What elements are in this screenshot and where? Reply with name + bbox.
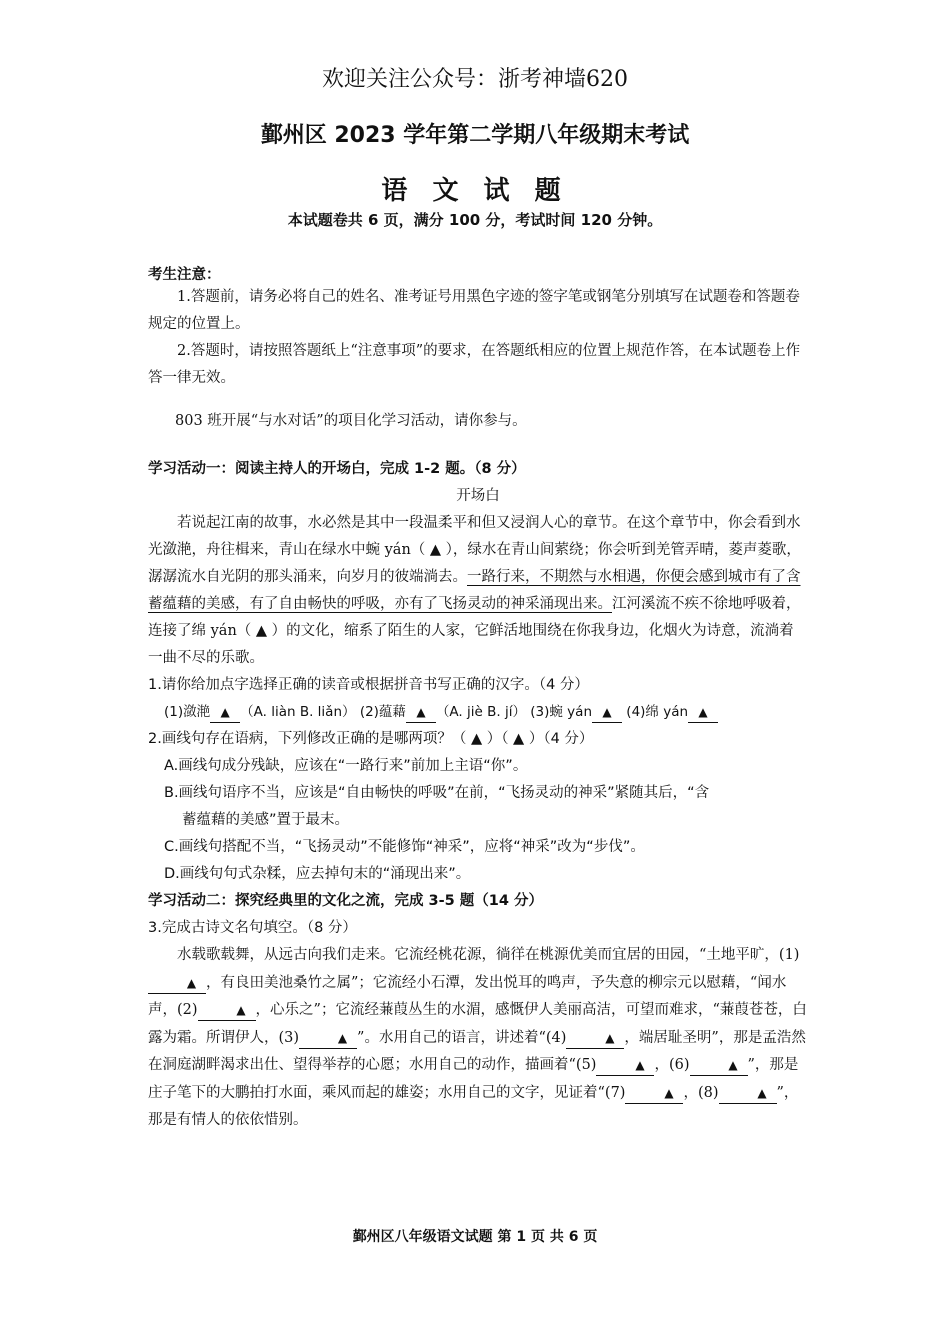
passage-title: 开场白 — [456, 488, 500, 504]
passage-part-b: 江河溪流不疾不徐地呼吸着，连接了绵 yán（ ▲ ）的文化，缩系了陌生的人家，它鲜活地围绕在你我身边，化烟火为诗意，流淌着一曲不尽的乐歌。 — [148, 596, 801, 666]
activity-1-heading: 学习活动一：阅读主持人的开场白，完成 1-2 题。（8 分） — [148, 461, 526, 477]
poem-blank-8[interactable]: ▲ — [719, 1083, 777, 1104]
watermark-text: 欢迎关注公众号：浙考神墙620 — [322, 67, 628, 92]
q1-item-1-options: （A. liàn B. liǎn） — [240, 704, 356, 720]
notice-item-1: 1.答题前，请务必将自己的姓名、准考证号用黑色字迹的签字笔或钢笔分别填写在试题卷和答题卷规定的位置上。 — [148, 289, 800, 332]
passage-paragraph — [148, 510, 808, 672]
q2-option-c: C.画线句搭配不当，“飞扬灵动”不能修饰“神采”，应将“神采”改为“步伐”。 — [164, 839, 645, 855]
question-1: 1.请你给加点字选择正确的读音或根据拼音书写正确的汉字。（4 分） — [148, 677, 589, 693]
activity-1 — [148, 456, 808, 1135]
notice-section — [148, 284, 808, 392]
answer-blank[interactable]: ▲ — [688, 702, 718, 723]
q1-item-3-word: (3)蜿 yán — [530, 704, 592, 720]
question-2: 2.画线句存在语病，下列修改正确的是哪两项？（ ▲ ）（ ▲ ）（4 分） — [148, 731, 594, 747]
poem-blank-1[interactable]: ▲ — [148, 973, 206, 994]
poem-fill-paragraph: 水载歌载舞，从远古向我们走来。它流经桃花源，徜徉在桃源优美而宜居的田园，“土地平旷，(1)▲ ，有良田美池桑竹之属”；它流经小石潭，发出悦耳的鸣声，予失意的柳宗元以慰藉，“闻水声，(2) ▲ ，心乐之”；它流经蒹葭丛生的水湄，感慨伊人美丽高洁，可望而难求，“蒹葭苍苍，白露为霜。所谓伊人，(3) ▲ ”。水用自己的语言，讲述着“(4) ▲ ，端居耻圣明”，那是孟浩然在洞庭湖畔渴求出仕、望得举荐的心愿；水用自己的动作，描画着“(5) ▲ ，(6) ▲ ”，那是庄子笔下的大鹏拍打水面，乘风而起的雄姿；水用自己的文字，见证着“(7) ▲ ，(8) ▲ ”，那是有情人的依依惜别。 — [148, 947, 807, 1128]
underlined-sentence: 一路行来，不期然与水相遇，你便会感到城市有了含蓄蕴藉的美感，有了自由畅快的呼吸，亦有了飞扬灵动的神采涌现出来。 — [148, 569, 801, 612]
q1-item-2-word: (2)蕴藉 — [359, 704, 406, 720]
q2-option-b: B.画线句语序不当，应该是“自由畅快的呼吸”在前，“飞扬灵动的神采”紧随其后，“含 — [164, 785, 710, 801]
exam-info: 本试题卷共 6 页，满分 100 分，考试时间 120 分钟。 — [287, 211, 663, 229]
q1-item-1-word: (1)潋滟 — [164, 704, 211, 720]
page-footer: 鄞州区八年级语文试题 第 1 页 共 6 页 — [352, 1229, 598, 1245]
answer-blank[interactable]: ▲ — [406, 702, 436, 723]
q1-item-2-options: （A. jiè B. jí） — [435, 704, 526, 720]
question-1-items — [148, 699, 808, 726]
q2-option-a: A.画线句成分残缺，应该在“一路行来”前加上主语“你”。 — [164, 758, 528, 774]
q2-option-d: D.画线句句式杂糅，应去掉句末的“涌现出来”。 — [164, 866, 471, 882]
poem-blank-2[interactable]: ▲ — [198, 1000, 256, 1021]
answer-blank[interactable]: ▲ — [592, 702, 622, 723]
poem-blank-6[interactable]: ▲ — [690, 1055, 748, 1076]
q1-item-4-word: (4)绵 yán — [626, 704, 689, 720]
poem-blank-5[interactable]: ▲ — [596, 1055, 654, 1076]
exam-title: 鄞州区 2023 学年第二学期八年级期末考试 — [260, 123, 690, 148]
answer-blank[interactable]: ▲ — [210, 702, 240, 723]
notice-heading: 考生注意： — [148, 267, 221, 283]
q2-option-b-cont: 蓄蕴藉的美感”置于最末。 — [182, 812, 350, 828]
poem-blank-7[interactable]: ▲ — [625, 1083, 683, 1104]
poem-blank-3[interactable]: ▲ — [299, 1028, 357, 1049]
poem-blank-4[interactable]: ▲ — [566, 1028, 624, 1049]
question-3: 3.完成古诗文名句填空。（8 分） — [148, 920, 357, 936]
notice-item-2: 2.答题时，请按照答题纸上“注意事项”的要求，在答题纸相应的位置上规范作答，在本试题卷上作答一律无效。 — [148, 343, 801, 386]
exam-subtitle: 语 文 试 题 — [381, 176, 569, 206]
activity-intro: 803 班开展“与水对话”的项目化学习活动，请你参与。 — [175, 413, 527, 429]
passage-part-a: 若说起江南的故事，水必然是其中一段温柔平和但又浸润人心的章节。在这个章节中，你会看到水光潋滟，舟往楫来，青山在绿水中蜿 yán（ ▲ ），绿水在青山间萦绕；你会听到羌管弄晴，菱声菱歌，潺潺流水自光阴的那头涌来，向岁月的彼端淌去。 — [148, 515, 801, 585]
activity-2-heading: 学习活动二：探究经典里的文化之流，完成 3-5 题（14 分） — [148, 893, 544, 909]
